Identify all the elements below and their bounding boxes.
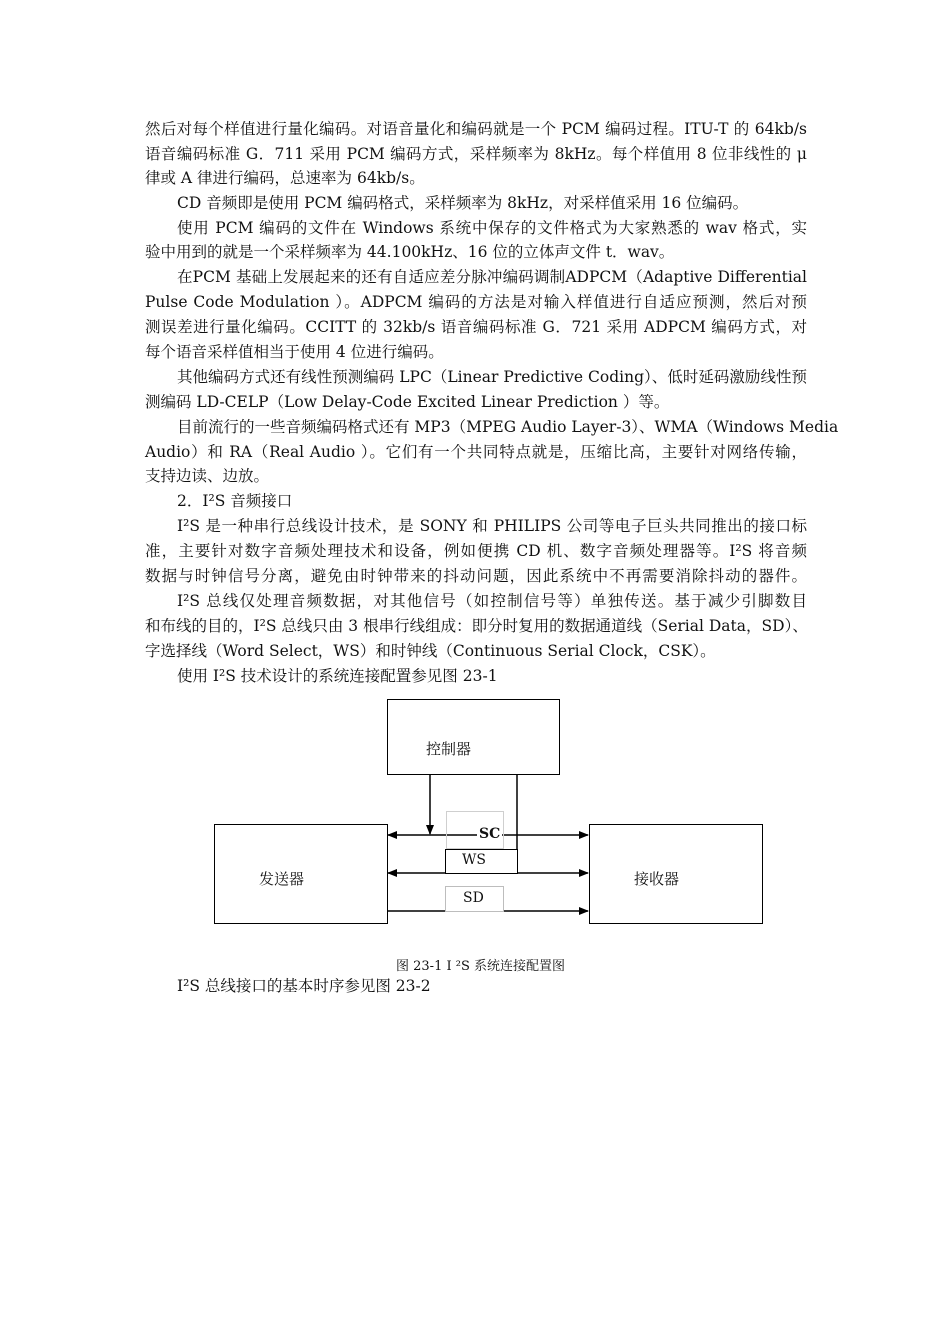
text-line: I²S 总线仅处理音频数据，对其他信号（如控制信号等）单独传送。基于减少引脚数目 — [177, 592, 807, 610]
text-line: 准，主要针对数字音频处理技术和设备，例如便携 CD 机、数字音频处理器等。I²S 将音频 — [145, 542, 807, 560]
text-line: I²S 总线接口的基本时序参见图 23-2 — [177, 977, 431, 995]
controller-label: 控制器 — [426, 740, 472, 758]
sc-label: SC — [479, 826, 501, 842]
text-line: Audio）和 RA（Real Audio ）。它们有一个共同特点就是，压缩比高，主要针对网络传输， — [145, 443, 807, 461]
text-line: 在PCM 基础上发展起来的还有自适应差分脉冲编码调制ADPCM（Adaptive Differential — [177, 268, 807, 286]
text-line: 语音编码标准 G．711 采用 PCM 编码方式，采样频率为 8kHz。每个样值用 8 位非线性的 μ — [145, 145, 807, 163]
text-line: 律或 A 律进行编码，总速率为 64kb/s。 — [145, 169, 425, 187]
figure-caption: 图 23-1 I ²S 系统连接配置图 — [396, 959, 565, 974]
text-line: CD 音频即是使用 PCM 编码格式，采样频率为 8kHz，对采样值采用 16 位编码。 — [177, 194, 749, 212]
text-line: 字选择线（Word Select，WS）和时钟线（Continuous Serial Clock，CSK）。 — [145, 642, 716, 660]
text-line: 数据与时钟信号分离，避免由时钟带来的抖动问题，因此系统中不再需要消除抖动的器件。 — [145, 567, 807, 585]
text-line: 每个语音采样值相当于使用 4 位进行编码。 — [145, 343, 444, 361]
text-line: 目前流行的一些音频编码格式还有 MP3（MPEG Audio Layer-3）、WMA（Windows Media — [177, 418, 839, 436]
text-line: I²S 是一种串行总线设计技术，是 SONY 和 PHILIPS 公司等电子巨头共同推出的接口标 — [177, 517, 807, 535]
text-line: 测误差进行量化编码。CCITT 的 32kb/s 语音编码标准 G．721 采用 ADPCM 编码方式，对 — [145, 318, 807, 336]
text-line: 其他编码方式还有线性预测编码 LPC（Linear Predictive Coding）、低时延码激励线性预 — [177, 368, 807, 386]
text-line: 然后对每个样值进行量化编码。对语音量化和编码就是一个 PCM 编码过程。ITU-T 的 64kb/s — [145, 120, 807, 138]
controller-box — [387, 699, 560, 775]
receiver-label: 接收器 — [634, 870, 680, 888]
text-line: 验中用到的就是一个采样频率为 44.100kHz、16 位的立体声文件 t．wav。 — [145, 243, 675, 261]
text-line: 支持边读、边放。 — [145, 467, 270, 485]
section-heading: 2．I²S 音频接口 — [177, 492, 293, 510]
text-line: 和布线的目的，I²S 总线只由 3 根串行线组成：即分时复用的数据通道线（Serial Data，SD）、 — [145, 617, 808, 635]
sd-label: SD — [463, 890, 484, 906]
text-line: 测编码 LD-CELP（Low Delay-Code Excited Linear Prediction ）等。 — [145, 393, 670, 411]
ws-label: WS — [462, 852, 486, 868]
text-line: Pulse Code Modulation ）。ADPCM 编码的方法是对输入样值进行自适应预测，然后对预 — [145, 293, 807, 311]
text-line: 使用 PCM 编码的文件在 Windows 系统中保存的文件格式为大家熟悉的 wav 格式，实 — [177, 219, 807, 237]
transmitter-label: 发送器 — [259, 870, 305, 888]
text-line: 使用 I²S 技术设计的系统连接配置参见图 23-1 — [177, 667, 498, 685]
